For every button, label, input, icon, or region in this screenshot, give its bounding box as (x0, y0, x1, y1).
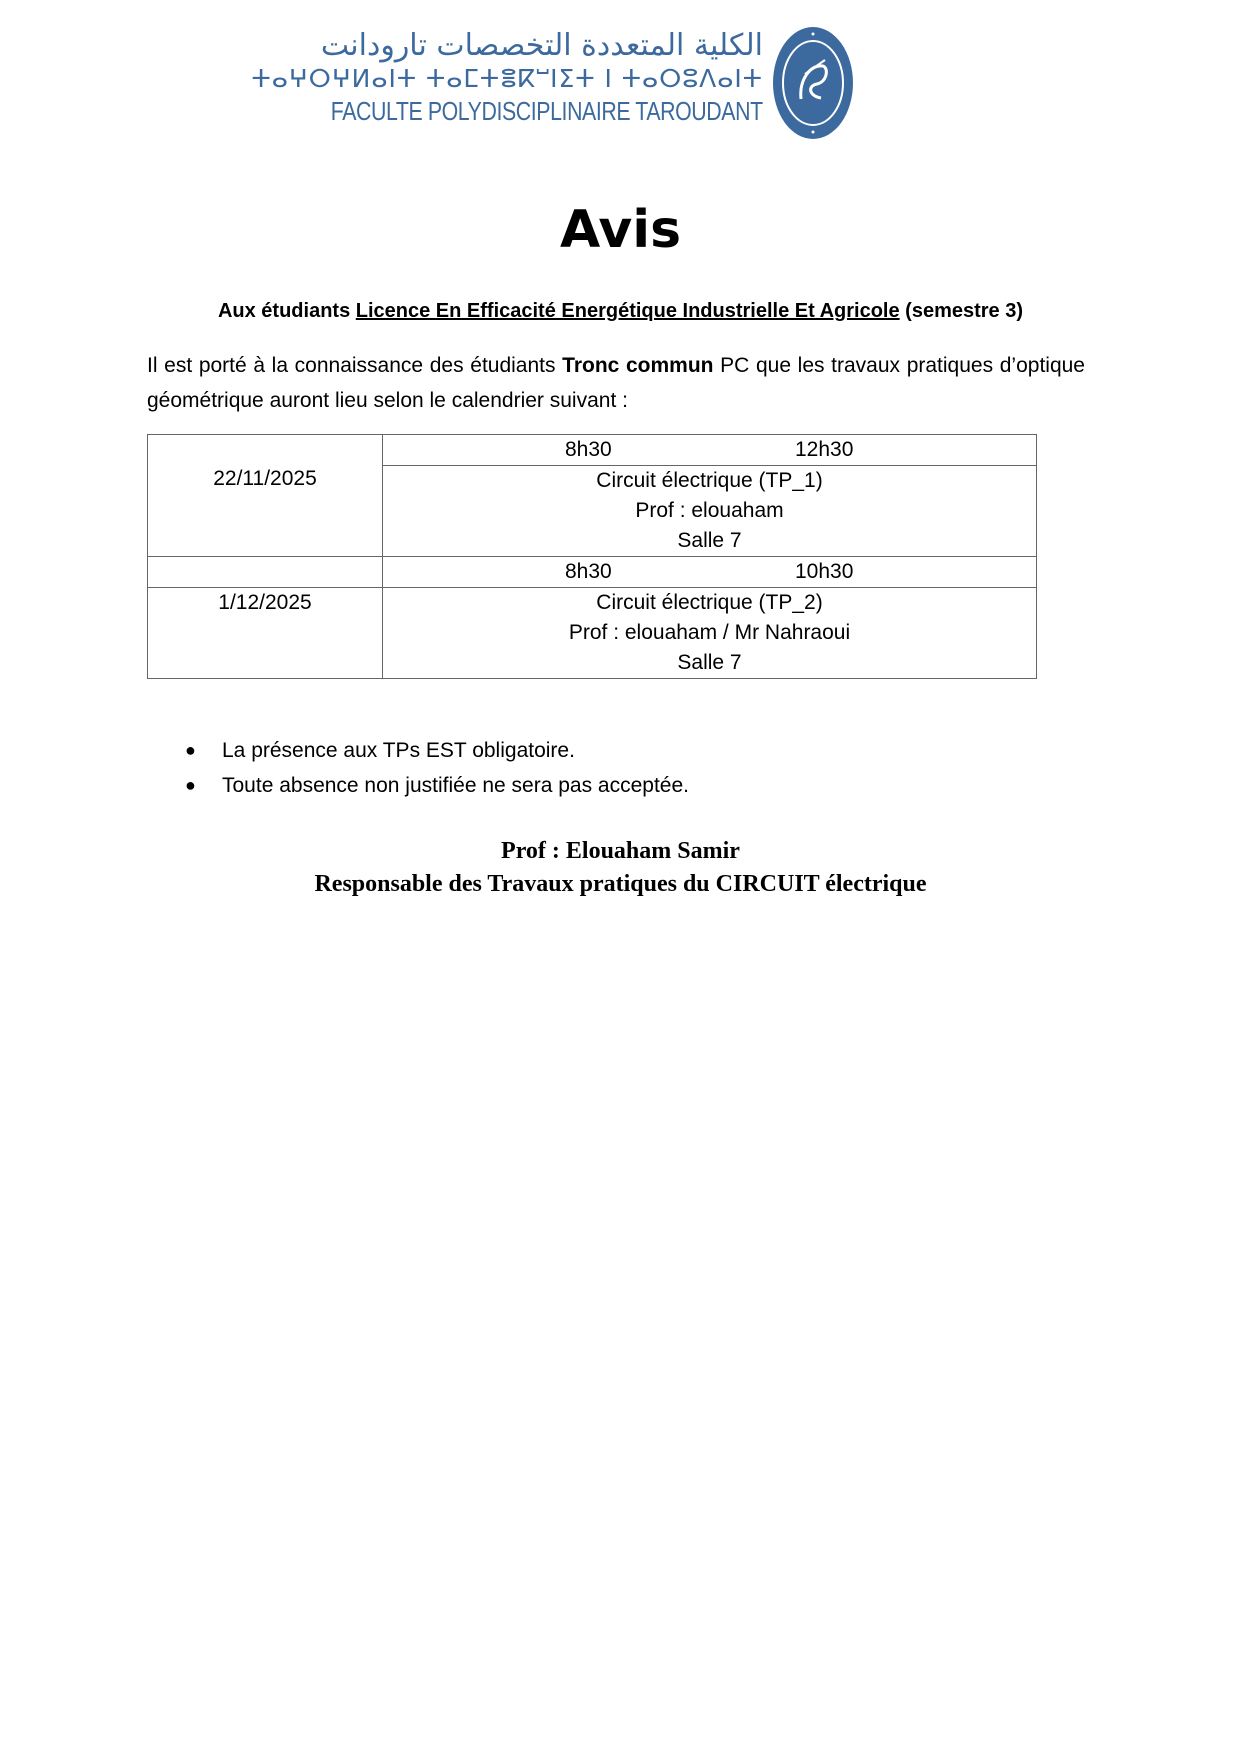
signature-role: Responsable des Travaux pratiques du CIRCUIT électrique (314, 871, 927, 897)
list-item (160, 768, 689, 803)
intro-bold-group: Tronc commun (562, 354, 714, 377)
professor: Prof : elouaham / Mr Nahraoui (568, 621, 851, 644)
end-time: 10h30 (795, 560, 854, 583)
page-title: Avis (559, 200, 682, 260)
session-date: 22/11/2025 (213, 467, 317, 490)
end-time: 12h30 (795, 438, 854, 461)
program-name: Licence En Efficacité Energétique Industrielle Et Agricole (355, 300, 900, 322)
table-row (148, 435, 1037, 466)
faculty-logo (251, 24, 855, 144)
logo-tifinagh-text: ⵜⴰⵖⵔⵖⵍⴰⵏⵜ ⵜⴰⵎⵜⴻⴽⵯⵏⵉⵜ ⵏ ⵜⴰⵔⵓⴷⴰⵏⵜ (251, 64, 763, 93)
notes-list (160, 733, 689, 803)
start-time: 8h30 (565, 438, 612, 461)
bullet-icon: ● (185, 775, 196, 795)
date-cell (148, 588, 383, 679)
session-details (383, 466, 1037, 557)
course-name: Circuit électrique (TP_2) (596, 591, 823, 614)
professor: Prof : elouaham (635, 499, 784, 522)
session-date: 1/12/2025 (218, 591, 312, 614)
session-details (383, 588, 1037, 679)
bullet-icon: ● (185, 740, 196, 760)
date-cell (148, 435, 383, 557)
logo-arabic-text: الكلية المتعددة التخصصات تارودانت (320, 28, 763, 63)
start-time: 8h30 (565, 560, 612, 583)
intro-text-start: Il est porté à la connaissance des étudiants (147, 354, 563, 377)
audience-prefix: Aux étudiants (217, 300, 356, 322)
signature-name: Prof : Elouaham Samir (501, 838, 740, 864)
semester-label: (semestre 3) (899, 300, 1024, 322)
university-seal-icon (771, 24, 855, 142)
audience-line (0, 300, 1241, 323)
intro-text-end: PC que les travaux pratiques d’optique géométrique auront lieu selon le calendrier suivant : (147, 354, 1085, 412)
empty-cell (148, 557, 383, 588)
course-name: Circuit électrique (TP_1) (596, 469, 823, 492)
schedule-table (147, 434, 1037, 679)
table-row (148, 588, 1037, 679)
logo-latin-text: FACULTE POLYDISCIPLINAIRE TAROUDANT (331, 96, 763, 126)
time-cell (383, 435, 1037, 466)
list-item (160, 733, 689, 768)
note-text: Toute absence non justifiée ne sera pas acceptée. (222, 774, 689, 797)
time-cell (383, 557, 1037, 588)
room: Salle 7 (677, 529, 742, 552)
intro-paragraph (147, 348, 1085, 418)
room: Salle 7 (677, 651, 742, 674)
note-text: La présence aux TPs EST obligatoire. (222, 739, 575, 762)
table-row (148, 557, 1037, 588)
